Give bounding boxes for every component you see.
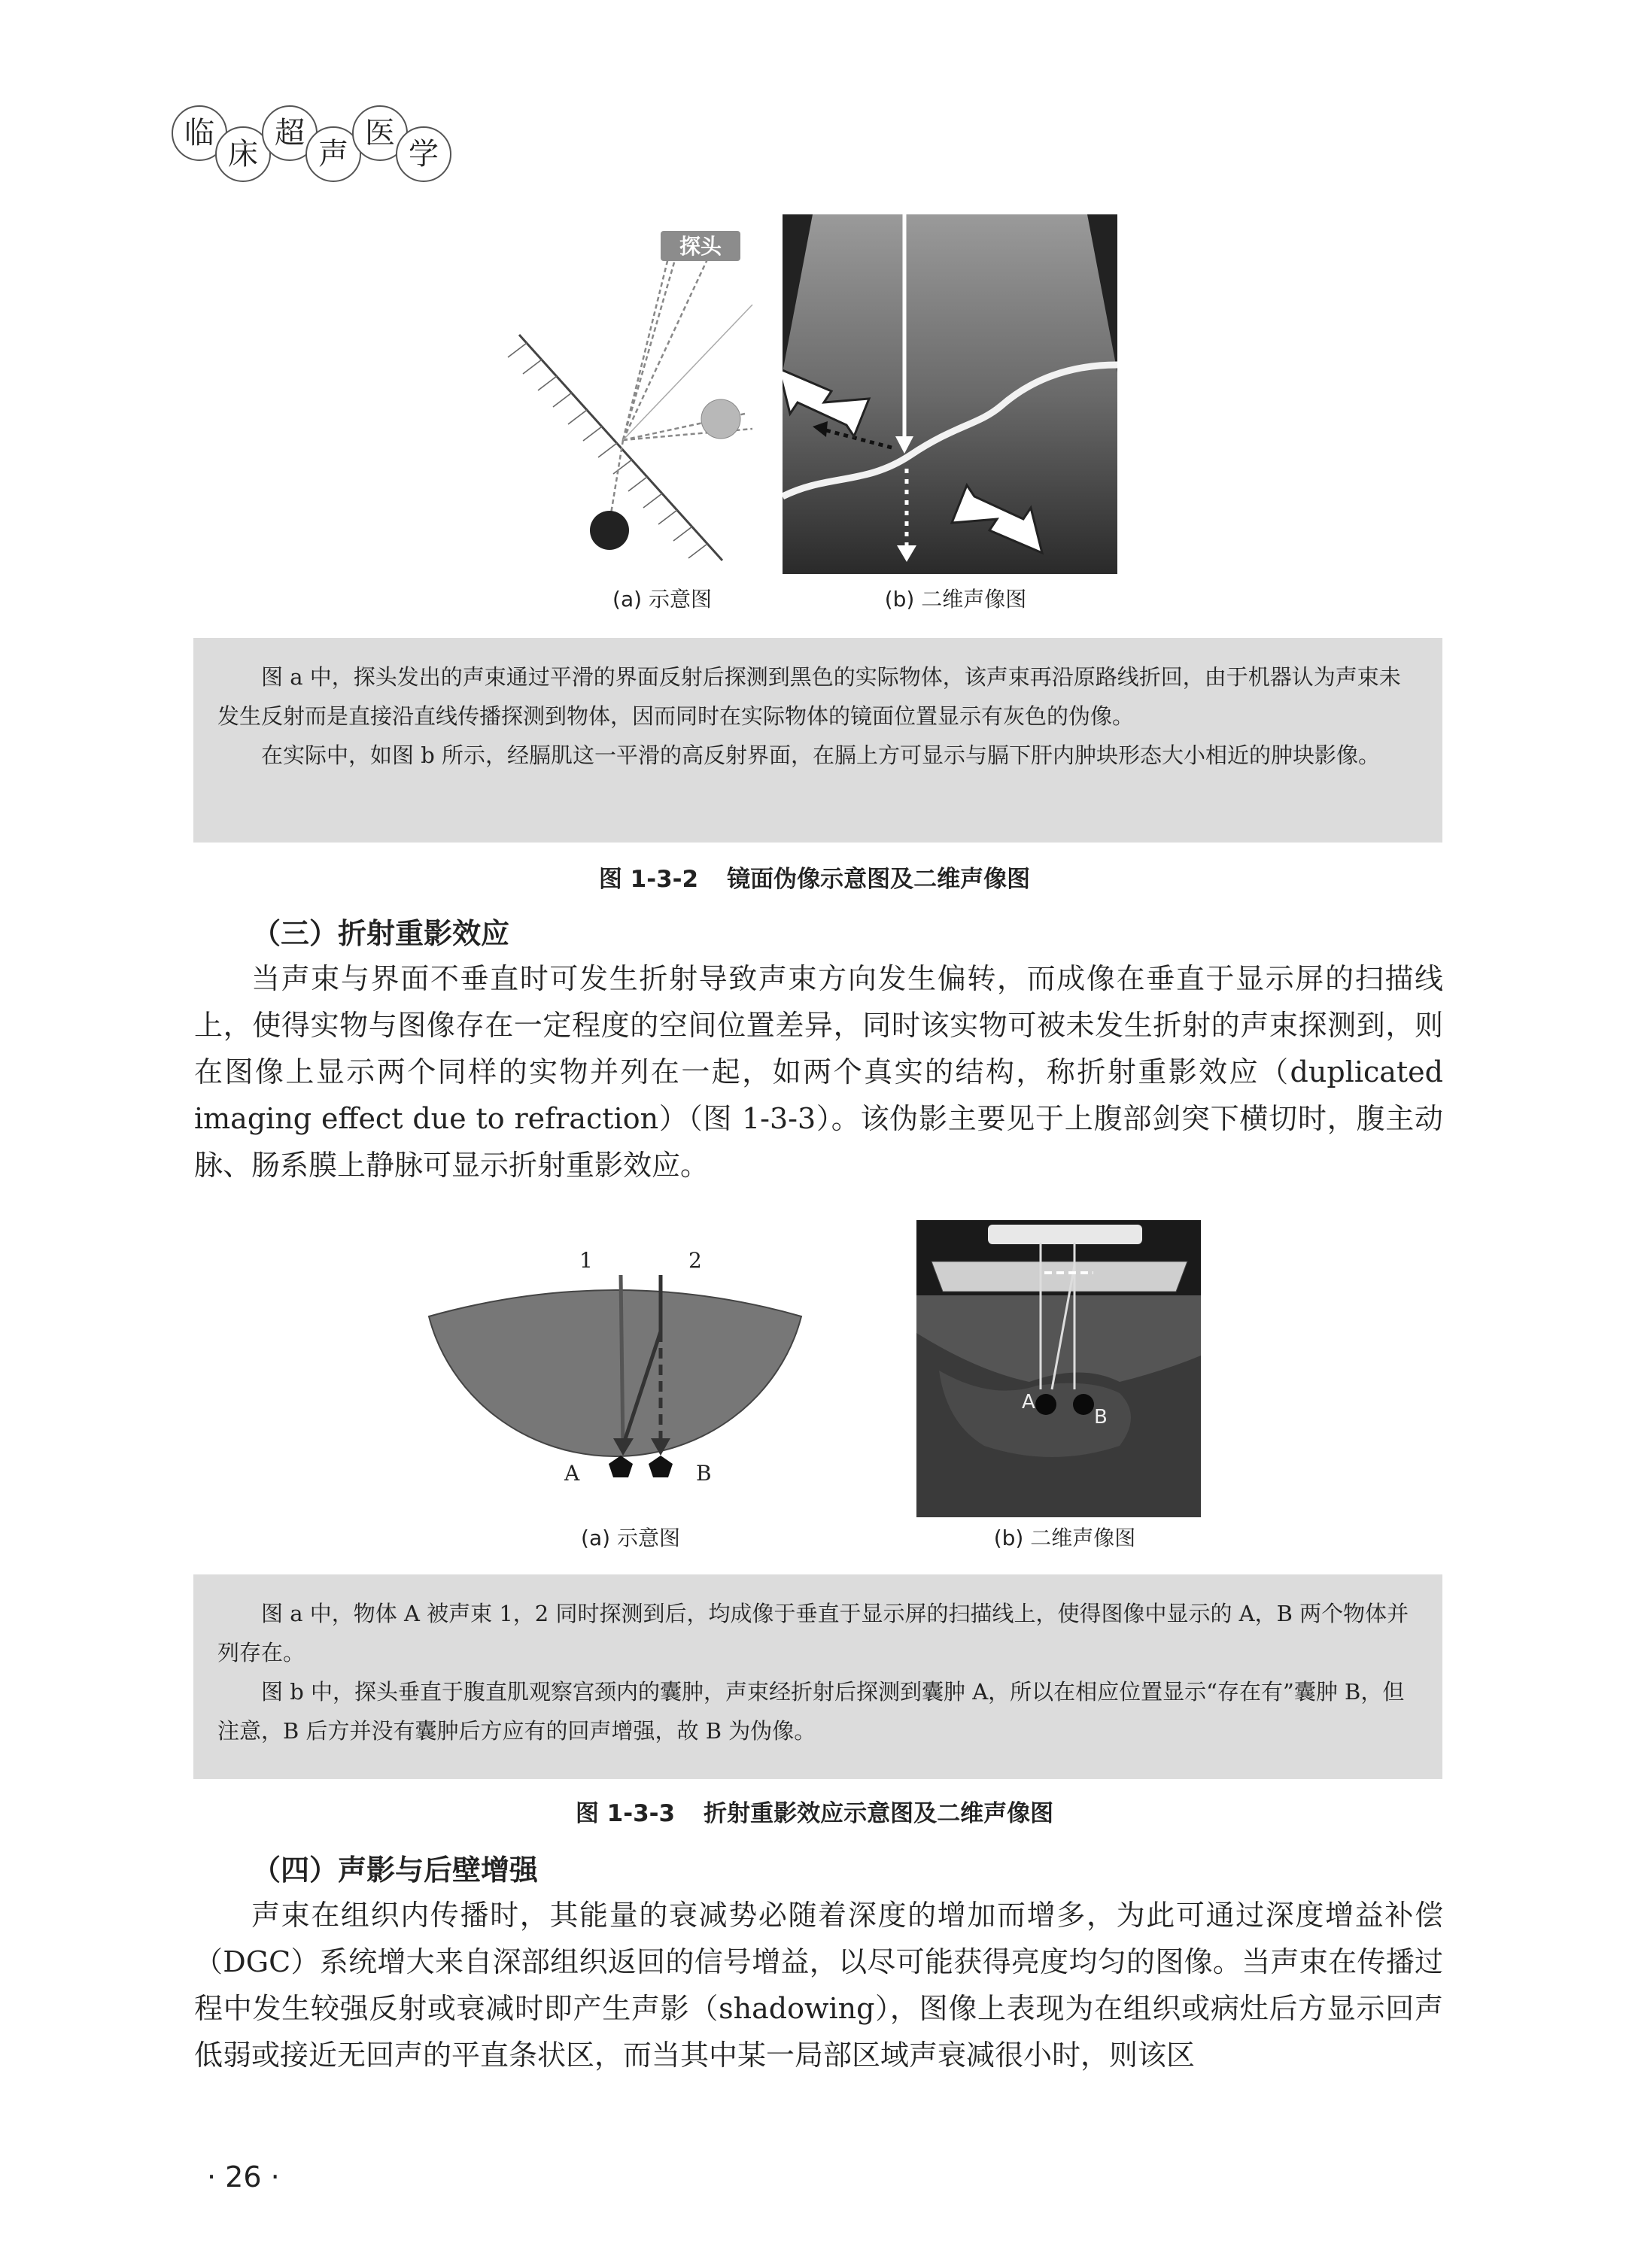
section3-text: 当声束与界面不垂直时可发生折射导致声束方向发生偏转，而成像在垂直于显示屏的扫描线上，使得实物与图像存在一定程度的空间位置差异，同时该实物可被未发生折射的声束探测到，则在图像上显示两个同样的实物并列在一起，如两个真实的结构，称折射重影效应（duplicated imaging effect due to refraction）（图 1-3-3）。该伪影主要见于上腹部剑突下横切时，腹主动脉、肠系膜上静脉可显示折射重影效应。 [194,962,1443,1182]
fig1-title: 镜面伪像示意图及二维声像图 [727,866,1031,893]
header-char: 超 [262,105,318,161]
real-object [590,511,629,550]
mirror-artifact-ultrasound [783,214,1117,574]
header-char: 临 [172,105,227,161]
section4-text: 声束在组织内传播时，其能量的衰减势必随着深度的增加而增多，为此可通过深度增益补偿（DGC）系统增大来自深部组织返回的信号增益，以尽可能获得亮度均匀的图像。当声束在传播过程中发生较强反射或衰减时即产生声影（shadowing），图像上表现为在组织或病灶后方显示回声低弱或接近无回声的平直条状区，而当其中某一局部区域声衰减很小时，则该区 [194,1899,1443,2072]
fig1-number: 图 1-3-2 [598,866,699,893]
beam2-label: 2 [688,1248,702,1273]
fig2-caption-a: (a) 示意图 [581,1526,680,1550]
fig1-note-p2: 在实际中，如图 b 所示，经膈肌这一平滑的高反射界面，在膈上方可显示与膈下肝内肿块形态大小相近的肿块影像。 [261,742,1381,768]
fig2-number: 图 1-3-3 [575,1800,676,1827]
fig2-caption [0,1794,1629,1828]
cyst-b-label: B [1094,1406,1108,1429]
fig1-note-p1: 图 a 中，探头发出的声束通过平滑的界面反射后探测到黑色的实际物体，该声束再沿原路线折回，由于机器认为声束未发生反射而是直接沿直线传播探测到物体，因而同时在实际物体的镜面位置显示有灰色的伪像。 [217,664,1401,729]
tissue-bowl [429,1290,801,1456]
probe-bar [988,1225,1142,1244]
section3-heading: （三）折射重影效应 [252,917,510,950]
beam1-path [621,1275,623,1448]
mirror-artifact-schematic [497,222,798,575]
header-char: 学 [396,126,451,182]
cyst-a-label: A [1022,1391,1035,1413]
section4-heading: （四）声影与后壁增强 [252,1854,539,1887]
fig2-note-p1: 图 a 中，物体 A 被声束 1，2 同时探测到后，均成像于垂直于显示屏的扫描线上，使得图像中显示的 A，B 两个物体并列存在。 [217,1601,1409,1665]
fig2-note [193,1574,1442,1779]
section3-paragraph [194,955,1443,1189]
refraction-schematic [421,1241,813,1512]
fig1-caption-b: (b) 二维声像图 [884,587,1027,612]
header-char: 床 [215,126,271,182]
header-char: 声 [305,126,361,182]
fig2-title: 折射重影效应示意图及二维声像图 [704,1800,1054,1827]
probe-label: 探头 [679,234,722,259]
running-header [172,105,442,181]
mirror-image-object [701,399,740,439]
object-b-label: B [696,1461,712,1486]
cyst-a [1035,1394,1056,1415]
page-number: · 26 · [207,2160,280,2194]
fig2-caption-b: (b) 二维声像图 [993,1526,1136,1550]
object-a [609,1456,633,1477]
beam-paths [609,252,752,523]
fig1-note [193,638,1442,843]
fig2-note-p2: 图 b 中，探头垂直于腹直肌观察宫颈内的囊肿，声束经折射后探测到囊肿 A，所以在相应位置显示“存在有”囊肿 B，但注意，B 后方并没有囊肿后方应有的回声增强，故 B 为伪像。 [217,1679,1405,1744]
rectus-muscle [932,1262,1187,1292]
scan-sector [783,214,1117,574]
header-char: 医 [352,105,408,161]
fig1-caption [0,860,1629,894]
section4-paragraph [194,1892,1443,2078]
refraction-ultrasound [916,1220,1201,1517]
object-b [649,1456,673,1477]
fig1-caption-a: (a) 示意图 [612,587,712,612]
beam1-label: 1 [579,1248,593,1273]
cyst-b [1073,1394,1094,1415]
object-a-label: A [564,1461,580,1486]
